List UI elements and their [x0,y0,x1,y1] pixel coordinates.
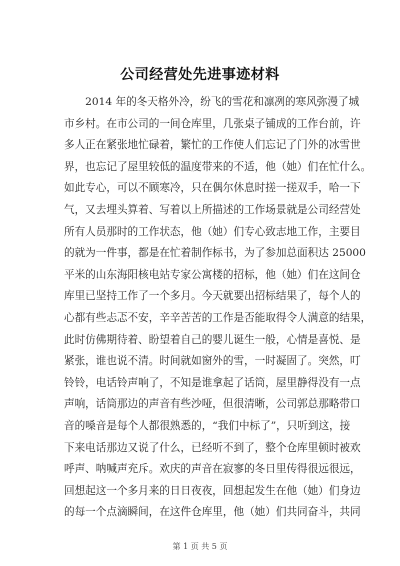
body-line: 市乡村。在市公司的一间仓库里，几张桌子铺成的工作台前，许 [64,117,361,130]
document-title: 公司经营处先进事迹材料 [120,67,280,83]
body-line: 平米的山东海阳核电站专家公寓楼的招标，他（她）们在这间仓 [64,268,361,281]
body-line: 气，又去埋头算着、写着以上所描述的工作场景就是公司经营处 [64,203,361,216]
body-line: 2014 年的冬天格外冷，纷飞的雪花和凛冽的寒风弥漫了城 [64,96,360,108]
body-line: 声响，话筒那边的声音有些沙哑，但很清晰，公司郭总那略带口 [64,398,361,411]
body-line: 所有人员那时的工作状态，他（她）们专心致志地工作，主要目 [64,225,361,238]
body-line: 界，也忘记了屋里较低的温度带来的不适，他（她）们在忙什么。 [64,160,372,173]
body-line: 回想起这一个多月来的日日夜夜，回想起发生在他（她）们身边 [64,484,361,497]
body-line: 音的嗓音是每个人都很熟悉的，“我们中标了”，只听到这，接 [64,419,351,432]
body-line: 如此专心，可以不顾寒冷，只在偶尔休息时搓一搓双手，哈一下 [64,182,361,195]
body-line: 的就为一件事，都是在忙着制作标书，为了参加总面积达 25000 [64,247,366,260]
body-line: 的每一个点滴瞬间，在这件仓库里，他（她）们共同奋斗，共同 [64,506,361,519]
body-line: 心都有些忐忑不安，辛辛苦苦的工作是否能取得令人满意的结果， [64,311,372,324]
body-line: 库里已坚持工作了一个多月。今天就要出招标结果了，每个人的 [64,290,361,303]
body-line: 此时仿佛期待着、盼望着自己的婴儿诞生一般，心情是喜悦、是 [64,333,361,346]
page-footer: 第 1 页 共 5 页 [172,542,228,551]
body-line: 多人正在紧张地忙碌着，繁忙的工作使人们忘记了门外的冰雪世 [64,139,361,152]
body-line: 紧张，谁也说不清。时间就如窗外的雪，一时凝固了。突然，叮 [64,355,361,368]
body-line: 呼声、呐喊声充斥。欢庆的声音在寂寥的冬日里传得很远很远， [64,463,361,476]
body-line: 铃铃，电话铃声响了，不知是谁拿起了话筒，屋里静得没有一点 [64,376,361,389]
document-body [64,92,372,524]
body-line: 下来电话那边又说了什么，已经听不到了，整个仓库里顿时被欢 [64,441,361,454]
